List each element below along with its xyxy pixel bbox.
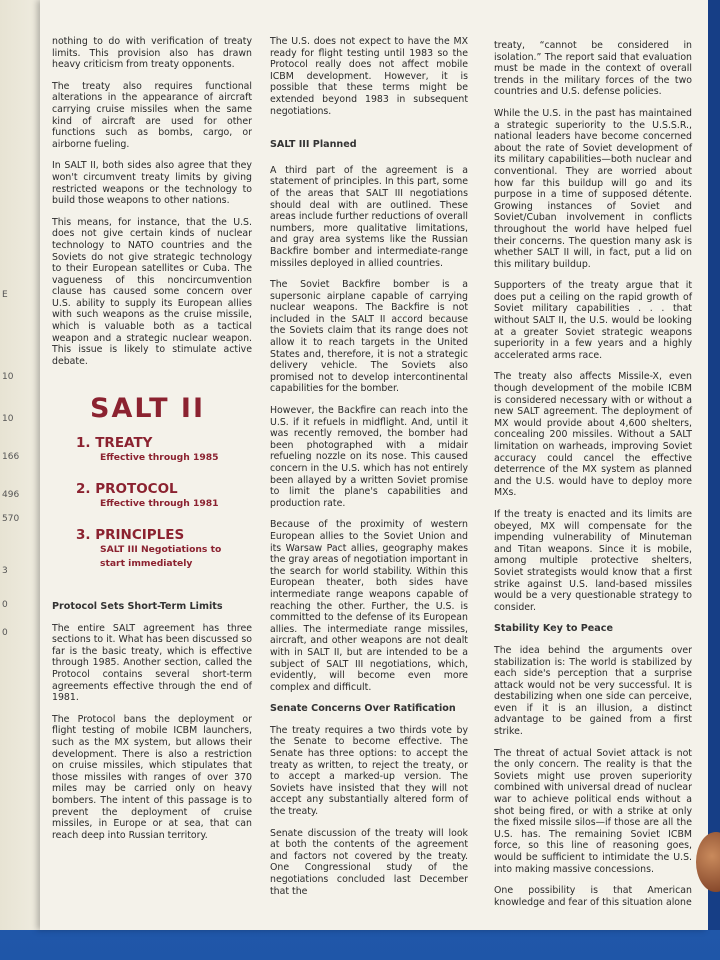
paragraph: nothing to do with verification of treaty limits. This provision also has drawn heavy criticism from treaty opponents. bbox=[52, 36, 252, 71]
paragraph: One possibility is that American knowledge and fear of this situation alone bbox=[494, 885, 692, 908]
paragraph: While the U.S. in the past has maintained a strategic superiority to the U.S.S.R., national leaders have become concerned about the rate of Soviet development of its military capabilities—both nuclear and conventional. They are worried about how far this buildup will go and its purpose in a time of supposed détente. Growing instances of Soviet and Soviet/Cuban involvement in conflicts throughout the world have helped fuel their concerns. The question many ask is whether SALT II will, in fact, put a lid on this military buildup. bbox=[494, 107, 692, 270]
page-scrap: 3 bbox=[2, 566, 8, 576]
page-scrap: 166 bbox=[2, 452, 20, 462]
paragraph: If the treaty is enacted and its limits are obeyed, MX will compensate for the impending vulnerability of Minuteman and Titan weapons. Since it is mobile, among multiple protective shelters, Soviet strategists would know that a first strike against U.S. land-based missiles would be a very questionable strategy to consider. bbox=[494, 508, 692, 613]
page-edge-shadow bbox=[708, 0, 720, 930]
salt-item-label: 2. PROTOCOL bbox=[76, 481, 178, 498]
paragraph: The treaty also requires functional alterations in the appearance of aircraft carrying cruise missiles when the same kind of aircraft are used for other functions such as bombs, cargo, or airborne fueling. bbox=[52, 80, 252, 150]
page-scrap: E bbox=[2, 290, 8, 300]
salt-item-sub: SALT III Negotiations to bbox=[100, 544, 222, 556]
paragraph: Senate discussion of the treaty will look at both the contents of the agreement and factors not covered by the treaty. One Congressional study of the negotiations concluded last December that the bbox=[270, 827, 468, 897]
paragraph: treaty, “cannot be considered in isolation.” The report said that evaluation must be made in the context of overall trends in the military forces of the two countries and U.S. defense policies. bbox=[494, 40, 692, 98]
paragraph: The threat of actual Soviet attack is not the only concern. The reality is that the Soviets might use proven superiority combined with universal dread of nuclear war to achieve political ends without a shot being fired, or with a strike at only the fixed missile silos—if those are all the U.S. has. The remaining Soviet ICBM force, so this line of reasoning goes, would be sufficient to intimidate the U.S. into making massive concessions. bbox=[494, 747, 692, 875]
salt-item-protocol bbox=[76, 481, 252, 511]
paragraph: In SALT II, both sides also agree that they won't circumvent treaty limits by giving restricted weapons or the technology to build those weapons to other nations. bbox=[52, 160, 252, 207]
salt-item-principles bbox=[76, 527, 252, 571]
section-heading: Senate Concerns Over Ratification bbox=[270, 703, 456, 715]
paragraph: A third part of the agreement is a statement of principles. In this part, some of the areas that SALT III negotiations should deal with are outlined. These areas include further reductions of overall numbers, more qualitative limitations, and gray area systems like the Russian Backfire bomber and intermediate-range missiles deployed in allied countries. bbox=[270, 164, 468, 269]
salt-item-sub: Effective through 1981 bbox=[100, 498, 219, 510]
paragraph: However, the Backfire can reach into the U.S. if it refuels in midflight. And, until it was recently removed, the bomber had been photographed with a midair refueling nozzle on its nose. This caused concern in the U.S. which has not entirely been allayed by a written Soviet promise to limit the plane's capabilities and production rate. bbox=[270, 405, 468, 509]
paragraph: The Protocol bans the deployment or flight testing of mobile ICBM launchers, such as the MX system, but allows their development. There is also a restriction on cruise missiles, which stipulates that those missiles with ranges of over 370 miles may be carried only on heavy bombers. The intent of this passage is to prevent the deployment of cruise missiles, in Europe or at sea, that can reach deep into Russian territory. bbox=[52, 713, 252, 841]
paragraph: The Soviet Backfire bomber is a supersonic airplane capable of carrying nuclear weapons. The Backfire is not included in the SALT II accord because the Soviets claim that its range does not allow it to reach targets in the United States and, therefore, it is not a strategic delivery vehicle. The Soviets also promised not to develop intercontinental capabilities for the bomber. bbox=[270, 279, 468, 395]
salt-ii-title: SALT II bbox=[90, 393, 205, 425]
salt-item-sub: Effective through 1985 bbox=[100, 452, 219, 464]
salt-item-treaty bbox=[76, 435, 252, 465]
paragraph: This means, for instance, that the U.S. does not give certain kinds of nuclear technology to NATO countries and the Soviets do not give strategic technology to their European satellites or Cuba. The vagueness of this noncircumvention clause has caused some concern over U.S. ability to supply its European allies with such weapons as the cruise missile, which is valuable both as a tactical weapon and a strategic nuclear weapon. This issue is likely to stimulate active debate. bbox=[52, 216, 252, 367]
paragraph: Because of the proximity of western European allies to the Soviet Union and its Warsaw Pact allies, geography makes the gray areas of negotiation important in the search for world stability. Within this European theater, both sides have intermediate range weapons capable of reaching the other. Further, the U.S. is committed to the defense of its European allies. The intermediate range missiles, aircraft, and other weapons are not dealt with in SALT II, but are intended to be a subject of SALT III negotiations, which, evidently, will become even more complex and difficult. bbox=[270, 519, 468, 693]
salt-ii-box bbox=[52, 393, 252, 571]
section-heading: Stability Key to Peace bbox=[494, 623, 613, 635]
page-scrap: 0 bbox=[2, 628, 8, 638]
paragraph: The treaty requires a two thirds vote by the Senate to become effective. The Senate has three options: to accept the treaty as written, to reject the treaty, or to accept a marked-up version. The Soviets have insisted that they will not accept any substantially altered form of the treaty. bbox=[270, 724, 468, 818]
paragraph: The idea behind the arguments over stabilization is: The world is stabilized by each side's perception that a surprise attack would not be very successful. It is destabilizing when one side can perceive, even if it is an illusion, a distinct advantage to be gained from a first strike. bbox=[494, 644, 692, 738]
salt-item-sub: start immediately bbox=[100, 558, 193, 570]
column-1 bbox=[52, 36, 252, 851]
page-scrap: 0 bbox=[2, 600, 8, 610]
paragraph: The U.S. does not expect to have the MX ready for flight testing until 1983 so the Protocol really does not affect mobile ICBM development. However, it is possible that these terms might be extended beyond 1983 in subsequent negotiations. bbox=[270, 36, 468, 117]
column-3 bbox=[494, 40, 692, 918]
salt-item-label: 1. TREATY bbox=[76, 435, 153, 452]
section-heading: SALT III Planned bbox=[270, 139, 357, 151]
column-2 bbox=[270, 36, 468, 907]
page-scrap: 10 bbox=[2, 414, 14, 424]
page-scrap: 10 bbox=[2, 372, 14, 382]
paragraph: Supporters of the treaty argue that it does put a ceiling on the rapid growth of Soviet military capabilities . . . that without SALT II, the U.S. would be looking at a greater Soviet strategic weapons superiority in a few years and a highly accelerated arms race. bbox=[494, 280, 692, 361]
paragraph: The treaty also affects Missile-X, even though development of the mobile ICBM is considered necessary with or without a new SALT agreement. The deployment of MX would provide about 4,600 shelters, concealing 200 missiles. Without a SALT limitation on warheads, improving Soviet accuracy could cancel the effective deterrence of the MX system as planned and the U.S. would have to deploy more MXs. bbox=[494, 371, 692, 499]
page-scrap: 496 bbox=[2, 490, 20, 500]
page-scrap: 570 bbox=[2, 514, 20, 524]
paragraph: The entire SALT agreement has three sections to it. What has been discussed so far is the basic treaty, which is effective through 1985. Another section, called the Protocol contains several short-term agreements effective through the end of 1981. bbox=[52, 622, 252, 704]
section-heading: Protocol Sets Short-Term Limits bbox=[52, 601, 223, 613]
document-page bbox=[40, 0, 708, 930]
salt-item-label: 3. PRINCIPLES bbox=[76, 527, 185, 544]
